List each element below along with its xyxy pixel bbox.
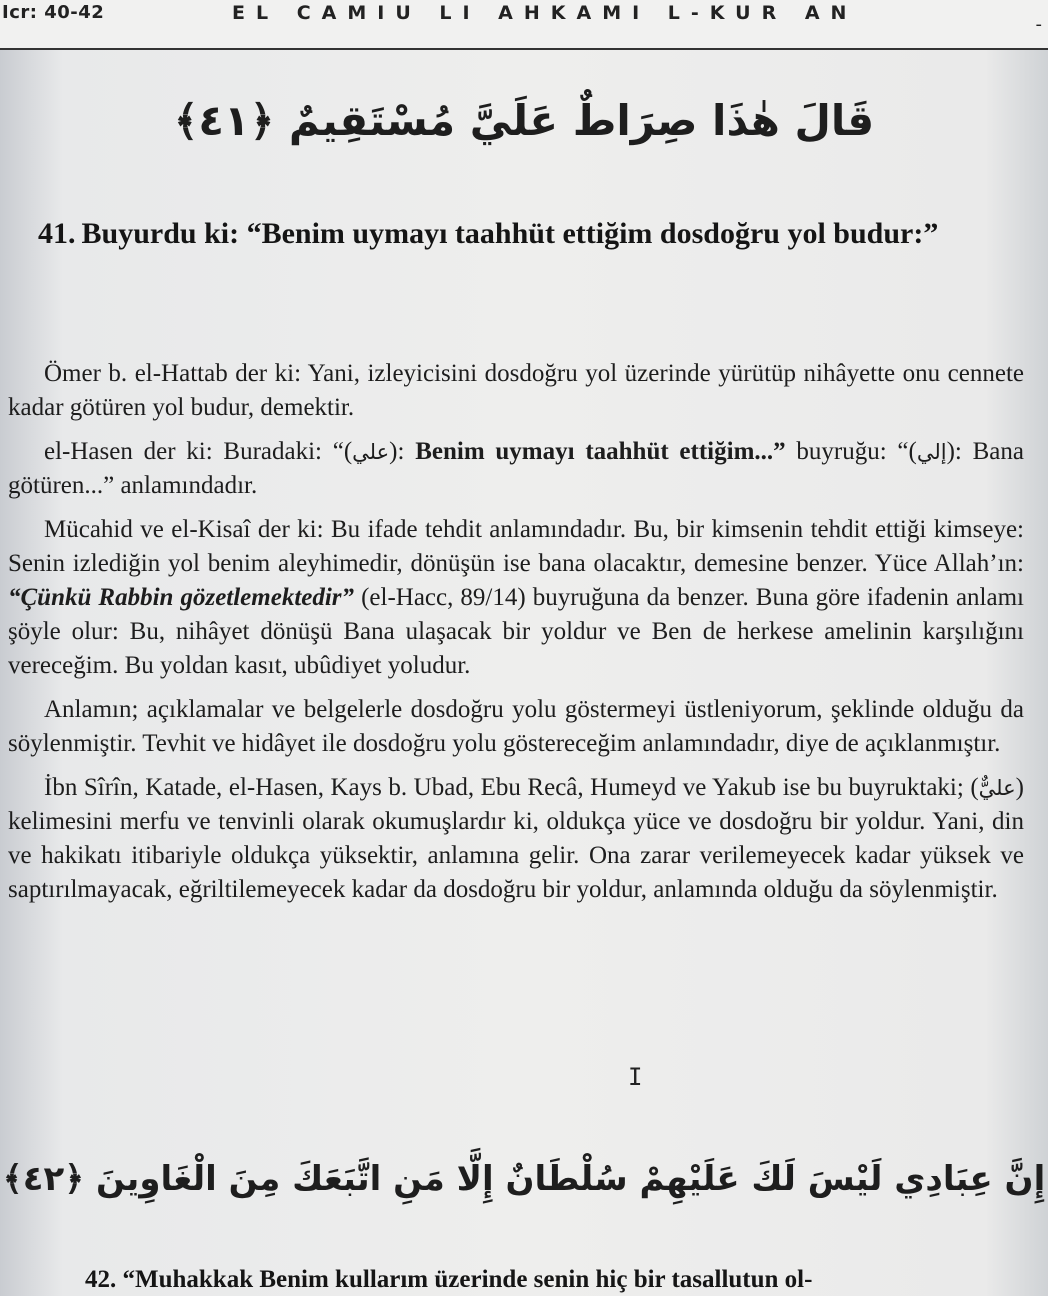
- arabic-word: إلي: [916, 440, 947, 464]
- running-header: [0, 0, 1048, 50]
- arabic-verse-42: إِنَّ عِبَادِي لَيْسَ لَكَ عَلَيْهِمْ سُلْطَانٌ إِلَّا مَنِ اتَّبَعَكَ مِنَ الْغَاوِينَ ﴿٤٢﴾: [2, 1159, 1046, 1199]
- arabic-word: علي: [352, 440, 390, 464]
- verse-number: 41.: [38, 217, 76, 250]
- text-run: el-Hasen der ki: Buradaki: “(: [44, 438, 353, 465]
- book-title: EL CAMIU LI AHKAMI L-KUR AN: [232, 2, 858, 24]
- verse-41-translation: Buyurdu ki: “Benim uymayı taahhüt ettiğim dosdoğru yol budur:”: [81, 217, 939, 250]
- corner-mark: -: [1035, 14, 1042, 35]
- page-reference: Icr: 40-42: [2, 2, 105, 23]
- verse-42-translation: 42. “Muhakkak Benim kullarım üzerinde senin hiç bir tasallutun ol-: [85, 1266, 813, 1293]
- bold-quote: Benim uymayı taahhüt ettiğim...”: [415, 438, 786, 465]
- paragraph-mucahid: [8, 513, 1024, 683]
- text-run: buyruğu: “(: [785, 438, 917, 465]
- arabic-word: عليٌّ: [978, 776, 1016, 800]
- paragraph-anlamin: Anlamın; açıklamalar ve belgelerle dosdoğru yolu göstermeyi üstleniyorum, şeklinde olduğu da söylenmiştir. Tevhit ve hidâyet ile dosdoğru yolu göstereceğim anlamındadır, diye de açıklanmıştır.: [8, 696, 1024, 757]
- paragraph-hasen: [8, 435, 1024, 503]
- text-run: ) kelimesini merfu ve tenvinli olarak okumuşlardır ki, oldukça yüce ve dosdoğru bir yoldur. Yani, din ve hakikatı itibariyle oldukça yüksektir, anlamına gelir. Ona zarar verilemeyecek kadar yüksek ve saptırılmayacak, eğriltilemeyecek kadar da dosdoğru bir yoldur, anlamında olduğu da söylenmiştir.: [8, 774, 1024, 903]
- quoted-verse: “Çünkü Rabbin gözetlemektedir”: [8, 584, 355, 611]
- text-run: (el-Hacc, 89/14) buyruğuna da benzer. Buna göre ifadenin anlamı şöyle olur: Bu, nihâyet dönüşü Bana ulaşacak bir yoldur ve Ben de herkese amelinin karşılığını vereceğim. Bu yoldan kasıt, ubûdiyet yoludur.: [8, 584, 1024, 679]
- text-run: ): Bana götüren...” anlamındadır.: [8, 438, 1024, 499]
- paragraph-ibn-sirin: [8, 771, 1024, 907]
- text-run: Mücahid ve el-Kisaî der ki: Bu ifade tehdit anlamındadır. Bu, bir kimsenin tehdit ettiği kimseye: Senin izlediğin yol benim aleyhimedir, dönüşün ise bana olacaktır, demesine benzer. Yüce Allah’ın:: [8, 516, 1024, 577]
- paragraph-omer: Ömer b. el-Hattab der ki: Yani, izleyicisini dosdoğru yol üzerinde yürütüp nihâyette onu cennete kadar götüren yol budur, demektir.: [8, 360, 1024, 421]
- text-cursor-icon: I: [628, 1063, 643, 1091]
- commentary-body: [8, 357, 1024, 907]
- arabic-verse-41: قَالَ هٰذَا صِرَاطٌ عَلَيَّ مُسْتَقِيمٌ ﴿٤١﴾: [173, 96, 875, 145]
- text-run: İbn Sîrîn, Katade, el-Hasen, Kays b. Ubad, Ebu Recâ, Humeyd ve Yakub ise bu buyruktaki; (: [44, 774, 979, 801]
- text-run: ):: [389, 438, 416, 465]
- verse-41-heading: [38, 215, 998, 253]
